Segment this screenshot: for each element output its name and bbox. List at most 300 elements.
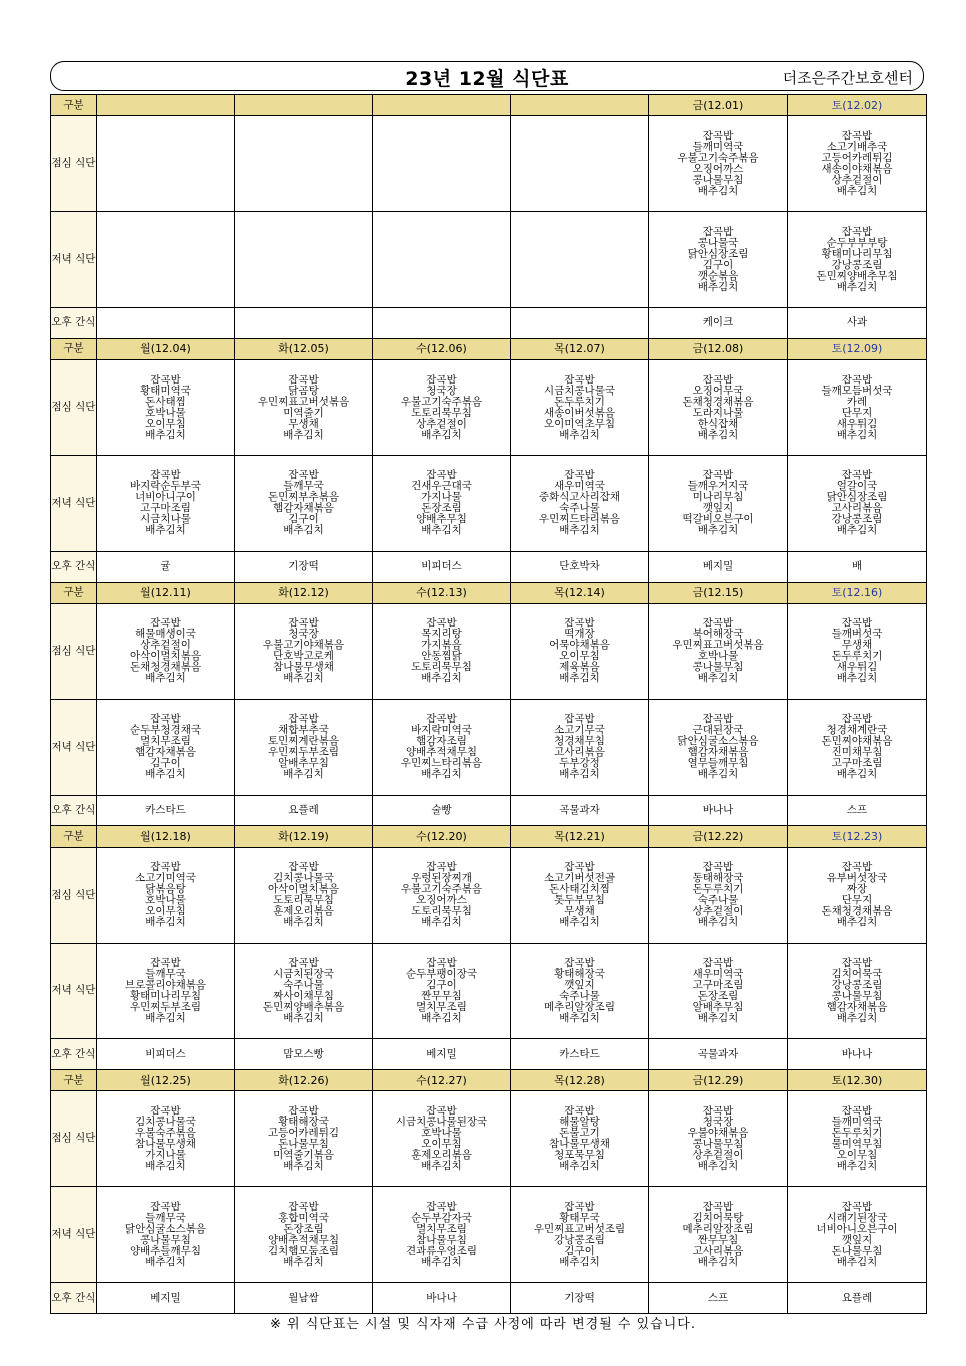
dish-item: 호박나물 — [421, 1126, 462, 1139]
dish-item: 배추김치 — [836, 916, 878, 929]
dish-item: 햄감자채볶음 — [273, 502, 334, 515]
dish-item: 우민찌표고버섯볶음 — [672, 639, 764, 652]
lunch-label: 점심 식단 — [51, 603, 97, 699]
dish-item: 김치콩나물국 — [135, 1115, 196, 1128]
lunch-menu-cell — [97, 360, 235, 456]
snack-label: 오후 간식 — [51, 1283, 97, 1314]
dish-item: 잡곡밥 — [288, 861, 319, 874]
dish-item: 배추김치 — [697, 428, 739, 441]
dish-item: 배추김치 — [836, 524, 878, 537]
dish-item: 상추겉절이 — [416, 417, 467, 430]
dish-item: 햄감자조림 — [416, 735, 467, 748]
dish-item: 안동찜닭 — [421, 650, 462, 663]
dish-item: 배추김치 — [697, 1159, 739, 1172]
dish-item: 잡곡밥 — [702, 1200, 734, 1213]
dish-item: 잡곡밥 — [564, 469, 595, 482]
dish-item: 열무들깨무침 — [687, 757, 749, 770]
dish-item: 해물알탕 — [559, 1115, 600, 1128]
dish-item: 닭안심굴소스볶음 — [124, 1222, 207, 1235]
dish-item: 청경채계란국 — [826, 724, 888, 737]
lunch-menu-cell — [511, 847, 649, 943]
dish-item: 돈불고기 — [559, 1126, 600, 1139]
dish-item: 시금치나물 — [140, 513, 191, 526]
dish-item: 어묵야채볶음 — [549, 639, 610, 652]
dish-item: 오이무침 — [559, 650, 600, 663]
snack-cell: 기장떡 — [511, 1283, 649, 1314]
dish-item: 돈민찌야채볶음 — [821, 735, 893, 748]
snack-label: 오후 간식 — [51, 551, 97, 582]
dinner-menu-cell — [649, 456, 788, 552]
dish-item: 소고기버섯전골 — [543, 872, 615, 885]
dish-item: 상추겉절이 — [140, 639, 191, 652]
dish-item: 닭안심굴소스볶음 — [677, 735, 759, 748]
lunch-menu-cell — [788, 1091, 927, 1187]
lunch-menu-cell — [649, 360, 788, 456]
day-date: 금(12.22) — [649, 826, 788, 847]
dish-item: 오징어무국 — [692, 384, 744, 397]
dish-item: 잡곡밥 — [841, 617, 873, 630]
dish-item: 우민찌느타리볶음 — [400, 757, 483, 770]
dinner-menu-cell — [788, 456, 927, 552]
dish-item: 아삭이멸치볶음 — [129, 650, 201, 663]
dish-item: 배추김치 — [145, 1011, 186, 1024]
lunch-menu-cell — [649, 1091, 788, 1187]
dish-item: 멸치무조림 — [416, 1000, 467, 1013]
dish-item: 배추김치 — [559, 1011, 600, 1024]
dish-item: 가지볶음 — [421, 639, 462, 652]
dish-item: 잡곡밥 — [150, 373, 181, 386]
dish-item: 들깨무국 — [145, 1211, 186, 1224]
day-date: 월(12.18) — [97, 826, 235, 847]
dinner-menu-cell — [373, 1187, 511, 1283]
dish-item: 배추김치 — [836, 428, 878, 441]
dish-item: 잡곡밥 — [702, 956, 734, 969]
dish-item: 배추김치 — [697, 916, 739, 929]
dish-item: 우불야채볶음 — [687, 1126, 749, 1139]
lunch-menu-cell — [97, 603, 235, 699]
dish-item: 잡곡밥 — [841, 713, 873, 726]
dish-item: 돈사태김치찜 — [549, 883, 610, 896]
dish-item: 배추김치 — [697, 280, 739, 293]
lunch-menu-cell — [788, 360, 927, 456]
dinner-row — [51, 456, 927, 552]
dish-item: 잡곡밥 — [841, 956, 873, 969]
dish-item: 브로콜리야채볶음 — [124, 978, 207, 991]
dish-item: 배추김치 — [283, 1159, 324, 1172]
dish-item: 짜사이채무침 — [273, 989, 334, 1002]
dish-item: 김구이 — [426, 978, 457, 991]
dish-item: 황태미나리무침 — [129, 989, 201, 1002]
dish-item: 진미채무침 — [831, 746, 883, 759]
dish-item: 돈나물무침 — [278, 1137, 329, 1150]
dish-item: 양배추적채무침 — [405, 746, 477, 759]
dish-item: 배추김치 — [836, 1159, 878, 1172]
lunch-menu-cell — [649, 116, 788, 212]
dish-item: 상추겉절이 — [831, 173, 883, 186]
dish-item: 무생채 — [288, 417, 319, 430]
lunch-menu-cell — [97, 116, 235, 212]
dinner-menu-cell — [511, 1187, 649, 1283]
dish-item: 김치어묵국 — [831, 967, 883, 980]
dish-item: 배추김치 — [559, 1159, 600, 1172]
day-date: 목(12.21) — [511, 826, 649, 847]
dinner-menu-cell — [373, 699, 511, 795]
snack-cell: 사과 — [788, 308, 927, 339]
dish-item: 돈장조림 — [697, 989, 739, 1002]
dish-item: 잡곡밥 — [426, 861, 457, 874]
day-date — [511, 95, 649, 116]
dinner-menu-cell — [788, 1187, 927, 1283]
day-date: 토(12.02) — [788, 95, 927, 116]
dinner-menu-cell — [649, 1187, 788, 1283]
dish-item: 물미역무침 — [831, 1137, 883, 1150]
dish-item: 배추김치 — [836, 1011, 878, 1024]
dinner-menu-cell — [649, 943, 788, 1039]
dish-item: 잡곡밥 — [150, 713, 181, 726]
dish-item: 양배추적채무침 — [267, 1233, 339, 1246]
category-label: 구분 — [51, 95, 97, 116]
snack-row — [51, 1283, 927, 1314]
snack-cell: 귤 — [97, 551, 235, 582]
dish-item: 돈장조림 — [283, 1222, 324, 1235]
dish-item: 우불고기숙주볶음 — [400, 883, 483, 896]
day-date: 화(12.12) — [235, 582, 373, 603]
dish-item: 무생채 — [841, 639, 873, 652]
dish-item: 잡곡밥 — [702, 1104, 734, 1117]
dinner-menu-cell — [788, 212, 927, 308]
dish-item: 새송이버섯볶음 — [543, 406, 615, 419]
snack-cell: 스프 — [649, 1283, 788, 1314]
dish-item: 잡곡밥 — [841, 861, 873, 874]
dish-item: 호박나물 — [145, 406, 186, 419]
day-date: 토(12.16) — [788, 582, 927, 603]
day-date — [373, 95, 511, 116]
dinner-label: 저녁 식단 — [51, 699, 97, 795]
dish-item: 새송이야채볶음 — [821, 162, 893, 175]
dinner-label: 저녁 식단 — [51, 1187, 97, 1283]
dish-item: 짜장 — [846, 883, 868, 896]
dish-item: 새우미역국 — [554, 480, 605, 493]
dish-item: 카레 — [846, 395, 868, 408]
dish-item: 미역줄기 — [283, 406, 324, 419]
dish-item: 참나물무생채 — [135, 1137, 196, 1150]
dish-item: 톳두부무침 — [554, 894, 605, 907]
snack-cell: 곡물과자 — [649, 1039, 788, 1070]
lunch-label: 점심 식단 — [51, 116, 97, 212]
lunch-row — [51, 603, 927, 699]
dinner-menu-cell — [511, 456, 649, 552]
dinner-label: 저녁 식단 — [51, 943, 97, 1039]
dish-item: 유부버섯장국 — [826, 872, 888, 885]
lunch-label: 점심 식단 — [51, 1091, 97, 1187]
dish-item: 잡곡밥 — [564, 373, 595, 386]
lunch-menu-cell — [235, 360, 373, 456]
dish-item: 훈제오리볶음 — [411, 1148, 472, 1161]
snack-cell: 베지밀 — [649, 551, 788, 582]
dinner-menu-cell — [235, 1187, 373, 1283]
dish-item: 돈채청경채볶음 — [129, 661, 201, 674]
dish-item: 오이미역초무침 — [543, 417, 615, 430]
dinner-menu-cell — [788, 699, 927, 795]
dish-item: 잡곡밥 — [564, 956, 595, 969]
dish-item: 배추김치 — [559, 916, 600, 929]
dish-item: 배추김치 — [559, 768, 600, 781]
snack-cell: 맘모스빵 — [235, 1039, 373, 1070]
snack-cell — [235, 308, 373, 339]
dish-item: 호박나물 — [697, 650, 739, 663]
day-date: 화(12.26) — [235, 1070, 373, 1091]
snack-row — [51, 308, 927, 339]
day-date: 토(12.23) — [788, 826, 927, 847]
category-label: 구분 — [51, 1070, 97, 1091]
dish-item: 배추김치 — [697, 1255, 739, 1268]
dish-item: 배추김치 — [559, 428, 600, 441]
dish-item: 김구이 — [564, 1244, 595, 1257]
dish-item: 아삭이멸치볶음 — [267, 883, 339, 896]
dish-item: 시금치콩나물국 — [543, 384, 615, 397]
dish-item: 메추리알장조림 — [682, 1222, 754, 1235]
dinner-menu-cell — [235, 699, 373, 795]
day-date: 화(12.19) — [235, 826, 373, 847]
dish-item: 배추김치 — [283, 1011, 324, 1024]
snack-row — [51, 795, 927, 826]
dish-item: 깻잎지 — [702, 502, 734, 515]
dish-item: 배추김치 — [697, 768, 739, 781]
dish-item: 시금치된장국 — [273, 967, 334, 980]
dinner-menu-cell — [235, 943, 373, 1039]
dinner-menu-cell — [511, 943, 649, 1039]
dish-item: 짠무무침 — [697, 1233, 739, 1246]
day-date: 목(12.07) — [511, 338, 649, 359]
day-date: 월(12.11) — [97, 582, 235, 603]
dish-item: 잡곡밥 — [702, 861, 734, 874]
dish-item: 너비아니구이 — [135, 491, 196, 504]
dish-item: 잡곡밥 — [426, 956, 457, 969]
snack-cell: 월남쌈 — [235, 1283, 373, 1314]
dish-item: 황태해장국 — [278, 1115, 329, 1128]
dinner-menu-cell — [97, 1187, 235, 1283]
dish-item: 참나물무생채 — [549, 1137, 610, 1150]
dish-item: 시래기된장국 — [826, 1211, 888, 1224]
dish-item: 알배추무침 — [278, 757, 329, 770]
dish-item: 북어해장국 — [692, 628, 744, 641]
dish-item: 시금치콩나물된장국 — [395, 1115, 488, 1128]
dish-item: 강낭콩조림 — [831, 513, 883, 526]
dish-item: 콩나물국 — [697, 236, 739, 249]
dinner-menu-cell — [649, 699, 788, 795]
dish-item: 배추김치 — [283, 916, 324, 929]
day-date: 목(12.28) — [511, 1070, 649, 1091]
category-label: 구분 — [51, 826, 97, 847]
dish-item: 배추김치 — [283, 428, 324, 441]
dish-item: 콩나물무침 — [692, 661, 744, 674]
dish-item: 우불숙주볶음 — [135, 1126, 196, 1139]
dish-item: 깻잎지 — [841, 1233, 873, 1246]
dish-item: 강낭콩조림 — [831, 258, 883, 271]
dish-item: 잡곡밥 — [150, 956, 181, 969]
dish-item: 김구이 — [702, 258, 734, 271]
dish-item: 황태미역국 — [140, 384, 191, 397]
dish-item: 우불고기야채볶음 — [262, 639, 345, 652]
dish-item: 배추김치 — [145, 672, 186, 685]
dinner-menu-cell — [97, 456, 235, 552]
dish-item: 상추겉절이 — [692, 1148, 744, 1161]
dish-item: 잡곡밥 — [702, 713, 734, 726]
dish-item: 고구마조림 — [831, 757, 883, 770]
footnote: ※ 위 식단표는 시설 및 식자재 수급 사정에 따라 변경될 수 있습니다. — [270, 1317, 696, 1332]
dish-item: 잡곡밥 — [426, 1200, 457, 1213]
dish-item: 도토리묵무침 — [411, 406, 472, 419]
dish-item: 잡곡밥 — [426, 1104, 457, 1117]
dish-item: 김치어묵탕 — [692, 1211, 744, 1224]
dish-item: 고사리볶음 — [692, 1244, 744, 1257]
dish-item: 한식잡채 — [697, 417, 739, 430]
dish-item: 배추김치 — [421, 672, 462, 685]
snack-cell: 베지밀 — [373, 1039, 511, 1070]
dish-item: 고구마조림 — [692, 978, 744, 991]
snack-cell: 바나나 — [788, 1039, 927, 1070]
dish-item: 잡곡밥 — [288, 1104, 319, 1117]
dish-item: 멸치무조림 — [416, 1222, 467, 1235]
dish-item: 배추김치 — [697, 524, 739, 537]
snack-cell — [373, 308, 511, 339]
dish-item: 잡곡밥 — [841, 129, 873, 142]
dish-item: 배추김치 — [283, 524, 324, 537]
lunch-menu-cell — [649, 603, 788, 699]
dish-item: 도토리묵무침 — [273, 894, 334, 907]
dish-item: 배추김치 — [145, 1159, 186, 1172]
lunch-menu-cell — [511, 1091, 649, 1187]
dish-item: 청포묵무침 — [554, 1148, 605, 1161]
dish-item: 목지리탕 — [421, 628, 462, 641]
dish-item: 들깨우거지국 — [687, 480, 749, 493]
dish-item: 숙주나물 — [559, 502, 600, 515]
dinner-menu-cell — [788, 943, 927, 1039]
week-header-row — [51, 826, 927, 847]
snack-cell: 배 — [788, 551, 927, 582]
dish-item: 배추김치 — [421, 1011, 462, 1024]
dish-item: 콩나물무침 — [692, 1137, 744, 1150]
dish-item: 단무지 — [841, 894, 873, 907]
dish-item: 들깨미역국 — [692, 140, 744, 153]
snack-cell: 술빵 — [373, 795, 511, 826]
lunch-menu-cell — [511, 116, 649, 212]
day-date: 금(12.15) — [649, 582, 788, 603]
day-date: 금(12.01) — [649, 95, 788, 116]
lunch-row — [51, 1091, 927, 1187]
dish-item: 돈민찌양배추볶음 — [262, 1000, 345, 1013]
dish-item: 콩나물무침 — [692, 173, 744, 186]
dish-item: 고사리볶음 — [554, 746, 605, 759]
dish-item: 닭곰탕 — [288, 384, 319, 397]
dish-item: 들깨무국 — [145, 967, 186, 980]
dish-item: 잡곡밥 — [564, 1104, 595, 1117]
lunch-menu-cell — [373, 360, 511, 456]
week-header-row — [51, 1070, 927, 1091]
dish-item: 배추김치 — [145, 768, 186, 781]
dish-item: 소고기무국 — [554, 724, 605, 737]
dish-item: 배추김치 — [836, 768, 878, 781]
day-date: 화(12.05) — [235, 338, 373, 359]
dish-item: 참나물무생채 — [273, 661, 334, 674]
dish-item: 잡곡밥 — [564, 1200, 595, 1213]
dish-item: 미나리무침 — [692, 491, 744, 504]
dish-item: 도토리묵무침 — [411, 661, 472, 674]
dish-item: 햄감자채볶음 — [687, 746, 749, 759]
snack-cell: 케이크 — [649, 308, 788, 339]
dish-item: 잡곡밥 — [841, 1104, 873, 1117]
dish-item: 참나물무침 — [416, 1233, 467, 1246]
day-date — [235, 95, 373, 116]
dish-item: 중화식고사리잡채 — [538, 491, 621, 504]
dish-item: 메추리알장조림 — [543, 1000, 615, 1013]
dish-item: 미역줄기볶음 — [273, 1148, 334, 1161]
dish-item: 배추김치 — [836, 672, 878, 685]
dish-item: 바지락미역국 — [411, 724, 472, 737]
dish-item: 멸치무조림 — [140, 735, 191, 748]
dish-item: 잡곡밥 — [426, 617, 457, 630]
dish-item: 배추김치 — [421, 1159, 462, 1172]
dish-item: 잡곡밥 — [150, 861, 181, 874]
dinner-row — [51, 699, 927, 795]
snack-cell: 베지밀 — [97, 1283, 235, 1314]
dish-item: 배추김치 — [421, 524, 462, 537]
dish-item: 황태미나리무침 — [821, 247, 893, 260]
dish-item: 도토리묵무침 — [411, 905, 472, 918]
dish-item: 잡곡밥 — [288, 713, 319, 726]
meal-table-body — [51, 95, 927, 1314]
dish-item: 짠무무침 — [421, 989, 462, 1002]
dish-item: 근대된장국 — [692, 724, 744, 737]
dish-item: 돈나물무침 — [831, 1244, 883, 1257]
dish-item: 배추김치 — [283, 1255, 324, 1268]
dish-item: 바지락순두부국 — [129, 480, 201, 493]
snack-cell: 기장떡 — [235, 551, 373, 582]
dinner-row — [51, 1187, 927, 1283]
dinner-row — [51, 212, 927, 308]
dish-item: 잡곡밥 — [288, 373, 319, 386]
dish-item: 숙주나물 — [697, 894, 739, 907]
dish-item: 알배추무침 — [692, 1000, 744, 1013]
lunch-label: 점심 식단 — [51, 847, 97, 943]
dish-item: 닭안심장조림 — [687, 247, 749, 260]
lunch-menu-cell — [373, 1091, 511, 1187]
snack-cell — [511, 308, 649, 339]
dish-item: 돈두루치기 — [831, 1126, 883, 1139]
dish-item: 청국장 — [426, 384, 457, 397]
dish-item: 단호박고로케 — [273, 650, 334, 663]
dish-item: 단무지 — [841, 406, 873, 419]
snack-row — [51, 551, 927, 582]
snack-cell: 바나나 — [373, 1283, 511, 1314]
dish-item: 훈제오리볶음 — [273, 905, 334, 918]
dinner-label: 저녁 식단 — [51, 212, 97, 308]
dish-item: 우민찌두부조림 — [129, 1000, 201, 1013]
dish-item: 소고기배추국 — [826, 140, 888, 153]
dish-item: 배추김치 — [421, 1255, 462, 1268]
dish-item: 잡곡밥 — [702, 129, 734, 142]
dinner-label: 저녁 식단 — [51, 456, 97, 552]
dish-item: 들깨모듬버섯국 — [821, 384, 893, 397]
dish-item: 배추김치 — [145, 916, 186, 929]
dish-item: 토민찌계란볶음 — [267, 735, 339, 748]
day-date: 수(12.27) — [373, 1070, 511, 1091]
dish-item: 강낭콩조림 — [831, 978, 883, 991]
lunch-menu-cell — [788, 847, 927, 943]
dish-item: 깻잎지 — [564, 978, 595, 991]
lunch-menu-cell — [97, 847, 235, 943]
dish-item: 새우미역국 — [692, 967, 744, 980]
